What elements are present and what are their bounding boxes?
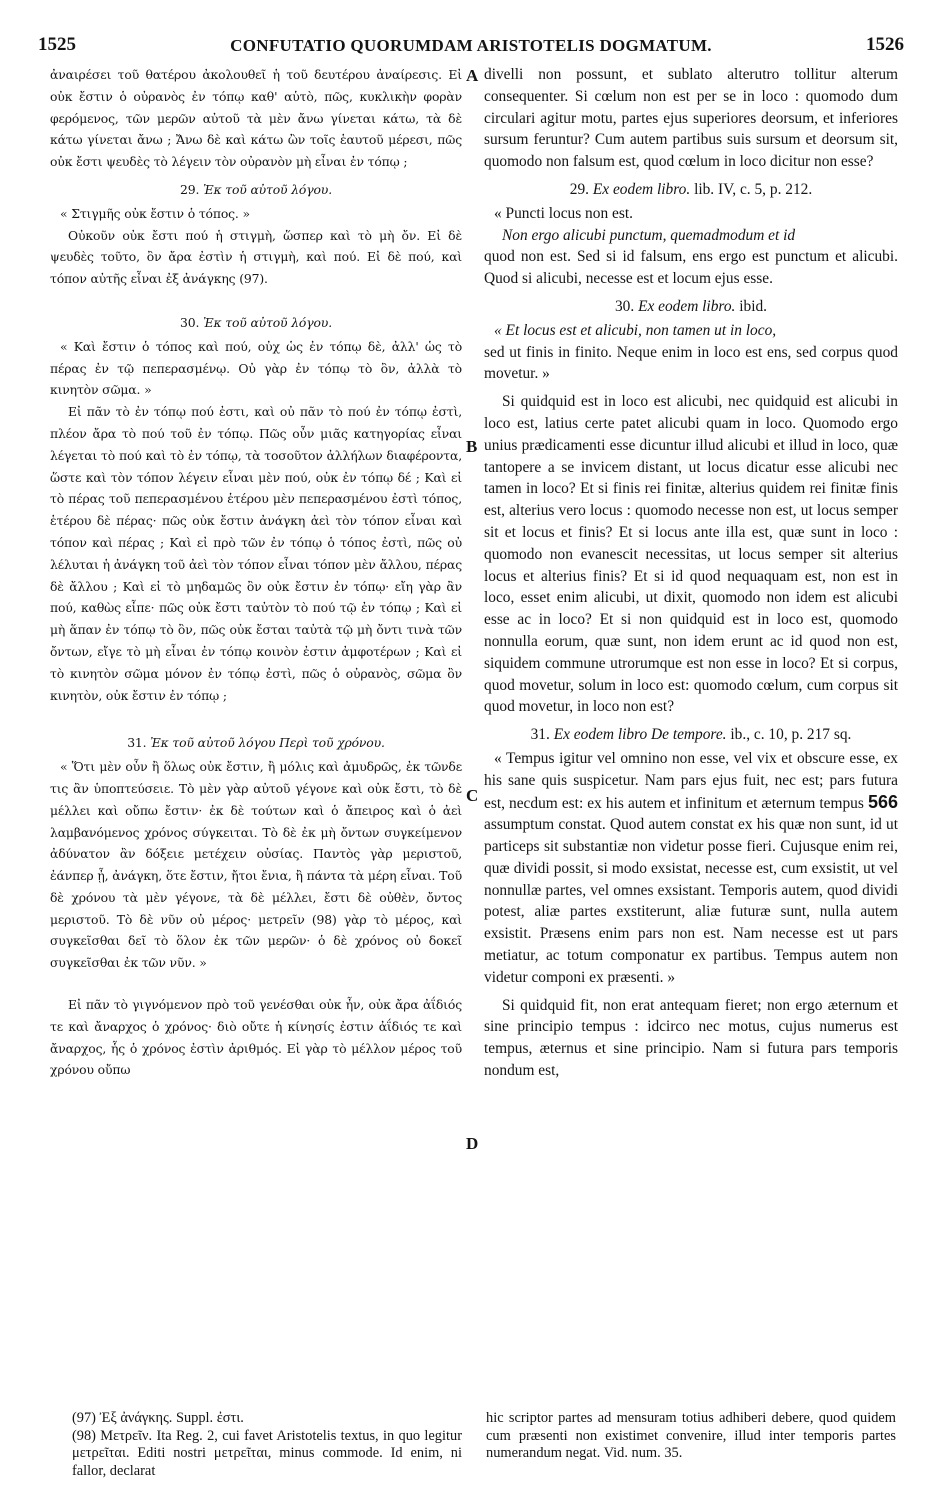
latin-paragraph-29: quod non est. Sed si id falsum, ens ergo est punctum et alicubi. Quod si alicubi, necesse est et locum ejus esse. — [484, 248, 898, 288]
margin-letter-b: B — [466, 437, 478, 456]
greek-heading-29 — [50, 179, 462, 201]
section-number: 29. — [569, 180, 590, 198]
latin-heading-31 — [484, 724, 898, 746]
greek-quote-31: « Ὅτι μὲν οὖν ἢ ὅλως οὐκ ἔστιν, ἢ μόλις καὶ ἀμυδρῶς, ἐκ τῶνδε τις ἂν ὑποπτεύσειε. Τὸ μὲν γὰρ αὐτοῦ γέγονε καὶ οὐκ ἔστι, τὸ δὲ μέλλει καὶ οὔπω ἔστιν· ἐκ δὲ τούτων καὶ ὁ ἄπειρος καὶ ὁ ἀεὶ λαμβανόμενος χρόνος σύγκειται. Τὸ δὲ ἐκ μὴ ὄντων συγκείμενον ἀδύνατον ἂν δόξειε μετέχειν οὐσίας. Παντὸς γὰρ μεριστοῦ, ἐάνπερ ᾖ, ἀνάγκη, ὅτε ἔστιν, ἤτοι ἔνια, ἢ πάντα τὰ μέρη εἶναι. Τοῦ δὲ χρόνου τὰ μὲν γέγονε, τὰ δὲ μέλλει, ἔστι δὲ οὐθὲν, ὄντος μεριστοῦ. Τὸ δὲ νῦν οὐ μέρος· μετρεῖν (98) γὰρ τὸ μέρος, καὶ συγκεῖσθαι δεῖ τὸ ὅλον ἐκ τῶν μερῶν· ὁ δὲ χρόνος οὐ δοκεῖ συγκεῖσθαι ἐκ τῶν νῦν. » — [50, 759, 462, 971]
greek-paragraph-29: Οὐκοῦν οὐκ ἔστι πού ἡ στιγμὴ, ὥσπερ καὶ τὸ μὴ ὄν. Εἰ δὲ ψευδὲς τοῦτο, ὂν ἄρα ἐστὶν ἡ στιγμὴ, καὶ πού. Εἰ δὲ πού, καὶ τόπον αὐτῆς εἶναι ἐξ ἀνάγκης (97). — [50, 227, 462, 287]
section-title: Ex eodem libro De tempore. — [553, 726, 727, 744]
page-title: CONFUTATIO QUORUMDAM ARISTOTELIS DOGMATUM. — [230, 36, 712, 55]
section-title: Ex eodem libro. — [638, 297, 736, 315]
latin-paragraph-29-first-line: Non ergo alicubi punctum, quemadmodum et id — [502, 226, 796, 244]
latin-paragraph-30: Si quidquid est in loco est alicubi, nec quidquid est alicubi in loco est, latius certe patet alicubi quam in loco. Quomodo ergo unius prædicamenti esse dicuntur illud alicubi et illud in loco, quæ tantopere a se invicem distant, ut locus dicatur esse alicubi nec tamen in loco? Et si finis rei finitæ, alterius quidem rei finitæ finis est, alterius vero locus : quomodo necesse non est, ut locus semper sit et locus et finis? Et si locus ante illa est, quæ sunt in loco : quomodo non evanescit necessitas, ut locus semper sit alterius locus et alterius finis? Et si id quod nequaquam est, non est in loco, esset enim alicubi, ut dixit, quomodo non idem est alicubi esse ac in loco? Et si non quidquid est in loco est, quomodo nonnulla eorum, quæ sunt, non idem erunt ac id quod non est, siquidem commune utrorumque est non esse in loco? Et si corpus, quod movetur, solum in loco est: quomodo cœlum, cum corpus sit quod movetur, in loco non est? — [484, 393, 898, 716]
section-title: Ἐκ τοῦ αὐτοῦ λόγου. — [203, 314, 332, 330]
latin-quote-30: sed ut finis in finito. Neque enim in loco est ens, sed corpus quod movetur. » — [484, 343, 898, 383]
latin-quote-31-part-1: « Tempus igitur vel omnino non esse, vel vix et obscure esse, ex his sane quis suspicetur. Nam pars ejus fuit, nec est; pars futura est, necdum est: ex his autem et infinitum et æternum tempus — [484, 749, 898, 812]
latin-quote-31-part-2: assumptum constat. Quod autem constat ex his quæ non sunt, id ut particeps sit substantiæ non videtur posse fieri. Cujusque enim rei, quæ dividi possit, si modo exsistat, necesse est, cum exsistit, ut vel nonnullæ partes, vel omnes exsistant. Temporis autem, quod dividi potest, aliæ partes exstiterunt, aliæ futuræ sunt, nulla autem exsistit. Præsens enim pars non est. Nam necesse est ut pars metiatur, ac totum componatur ex partibus. Tempus autem non videtur componi ex præsenti. » — [484, 816, 898, 986]
section-number: 31. — [127, 735, 147, 751]
page-number-right: 1526 — [866, 34, 904, 55]
latin-column — [484, 64, 898, 1409]
latin-quote-31 — [484, 748, 898, 989]
running-header — [38, 34, 904, 58]
column-number: 566 — [867, 791, 898, 812]
section-title: Ἐκ τοῦ αὐτοῦ λόγου Περὶ τοῦ χρόνου. — [150, 735, 385, 751]
margin-letter-c: C — [466, 786, 479, 805]
latin-heading-29 — [484, 179, 898, 201]
greek-heading-31 — [50, 732, 462, 754]
latin-paragraph-31: Si quidquid fit, non erat antequam fieret; non ergo æternum et sine principio tempus : idcirco nec motus, cujus numerus est tempus, æternus et sine principio. Nam si futura pars temporis nondum est, — [484, 996, 898, 1080]
footnote-continuation: hic scriptor partes ad mensuram totius adhiberi debere, quod quidem cum præsenti non existimet convenire, illud inter temporis partes numerandum negat. Vid. num. 35. — [486, 1410, 896, 1461]
latin-heading-30 — [484, 296, 898, 318]
footnote-97: (97) Ἐξ ἀνάγκης. Suppl. ἐστι. — [72, 1410, 244, 1426]
greek-heading-30 — [50, 312, 462, 334]
section-reference: ibid. — [739, 297, 768, 315]
greek-paragraph-continuation: ἀναιρέσει τοῦ θατέρου ἀκολουθεῖ ἡ τοῦ δευτέρου ἀναίρεσις. Εἰ οὐκ ἔστιν ὁ οὐρανὸς ἐν τόπῳ καθ' αὑτὸ, πῶς, κυκλικὴν φορὰν φερόμενος, τῶν μερῶν αὐτοῦ τὰ μὲν ἄνω γίνεται κάτω, τὰ δὲ κάτω γίνεται ἄνω ; Ἄνω δὲ καὶ κάτω ὢν τοῖς ἑαυτοῦ μέρεσι, πῶς οὐκ ἔστι ψευδὲς τὸ λέγειν τὸν οὐρανὸν μὴ εἶναι ἐν τόπῳ ; — [50, 67, 462, 170]
footnote-98: (98) Μετρεῖν. Ita Reg. 2, cui favet Aristotelis textus, in quo legitur μετρεῖται. Editi nostri μετρεῖται, minus commode. Id enim, ni fallor, declarat — [72, 1427, 462, 1479]
page-number-left: 1525 — [38, 34, 76, 55]
latin-quote-30-first-line: « Et locus est et alicubi, non tamen ut in loco, — [494, 321, 777, 339]
section-number: 30. — [180, 314, 200, 330]
section-number: 31. — [530, 726, 550, 744]
greek-column — [50, 64, 462, 1409]
section-reference: lib. IV, c. 5, p. 212. — [694, 180, 813, 198]
latin-quote-29: « Puncti locus non est. — [494, 204, 633, 222]
greek-quote-29: « Στιγμῆς οὐκ ἔστιν ὁ τόπος. » — [60, 205, 250, 221]
greek-paragraph-31: Εἰ πᾶν τὸ γιγνόμενον πρὸ τοῦ γενέσθαι οὐκ ἦν, οὐκ ἄρα ἀΐδιός τε καὶ ἄναρχος ὁ χρόνος· διὸ οὔτε ἡ κίνησίς ἐστιν ἀΐδιός τε καὶ ἄναρχος, ἧς ὁ χρόνος ἐστὶν ἀριθμός. Εἰ γὰρ τὸ μέλλον μέρος τοῦ χρόνου οὔπω — [50, 997, 462, 1078]
section-title: Ἐκ τοῦ αὐτοῦ λόγου. — [203, 181, 332, 197]
section-number: 29. — [180, 181, 200, 197]
greek-paragraph-30: Εἰ πᾶν τὸ ἐν τόπῳ πού ἐστι, καὶ οὐ πᾶν τὸ πού ἐν τόπῳ ἐστὶ, πλέον ἄρα τὸ πού τοῦ ἐν τόπῳ. Πῶς οὖν μιᾶς κατηγορίας εἶναι λέγεται τὸ πού καὶ τὸ ἐν τόπῳ, τὰ τοσοῦτον ἀλλήλων διαφέροντα, ὥστε καὶ τὸν τόπον λέγειν εἶναι μὲν πού, οὐκ ἐν τόπῳ δέ ; Καὶ εἰ τὸ πέρας τοῦ πεπερασμένου ἑτέρου μὲν πεπερασμένου ἐστὶ τόπος, ἑτέρου δὲ πέρας· πῶς οὐκ ἔστιν ἀνάγκη ἀεὶ τὸν τόπον εἶναι καὶ τόπον καὶ πέρας ; Καὶ εἰ πρὸ τῶν ἐν τόπῳ ὁ τόπος ἐστὶ, πῶς οὐ λέλυται ἡ ἀνάγκη τοῦ ἀεὶ τὸν τόπον εἶναι τόπον μὲν ἄλλου, πέρας δὲ ἄλλου ; Καὶ εἰ τὸ μηδαμῶς ὂν οὐκ ἔστιν ἐν τόπῳ· εἴη γὰρ ἂν πού, καθὼς εἶπε· πῶς οὐκ ἔστι ταὐτὸν τὸ πού τῷ ἐν τόπῳ ; Καὶ εἰ μὴ ἅπαν ἐν τόπῳ τὸ ὂν, πῶς οὐκ ἔσται ταὐτὰ τῷ μὴ ὄντι τινὰ τῶν ὄντων, εἴγε τὸ μὴ εἶναι ἐν τόπῳ κοινὸν ἐστιν ἀμφοτέρων ; Καὶ εἰ τὸ κινητὸν σῶμα μόνον ἐν τόπῳ ἐστὶ, πῶς ὁ οὐρανὸς, σῶμα ὂν κινητὸν, οὐκ ἔστιν ἐν τόπῳ ; — [50, 404, 462, 703]
footnotes-right — [486, 1410, 896, 1463]
latin-paragraph-continuation: divelli non possunt, et sublato alterutro tollitur alterum consequenter. Si cœlum non est per se in loco : quomodo dum circulari agitur motu, partes ejus superiores deorsum, et inferiores sursum feruntur? Cum autem partibus suis sursum et deorsum sit, quomodo non falsum est, quod cœlum in loco dicitur non esse? — [484, 66, 898, 171]
section-title: Ex eodem libro. — [592, 180, 691, 198]
section-number: 30. — [614, 297, 635, 315]
greek-quote-30: « Καὶ ἔστιν ὁ τόπος καὶ πού, οὐχ ὡς ἐν τόπῳ δὲ, ἀλλ' ὡς τὸ πέρας ἐν τῷ πεπερασμένῳ. Οὐ γὰρ ἐν τόπῳ τὸ ὂν, ἀλλὰ τὸ κινητὸν σῶμα. » — [50, 338, 462, 398]
margin-letter-a: A — [466, 66, 479, 85]
footnotes-left — [72, 1410, 462, 1480]
margin-letter-d: D — [466, 1134, 479, 1153]
section-reference: ib., c. 10, p. 217 sq. — [730, 726, 852, 744]
